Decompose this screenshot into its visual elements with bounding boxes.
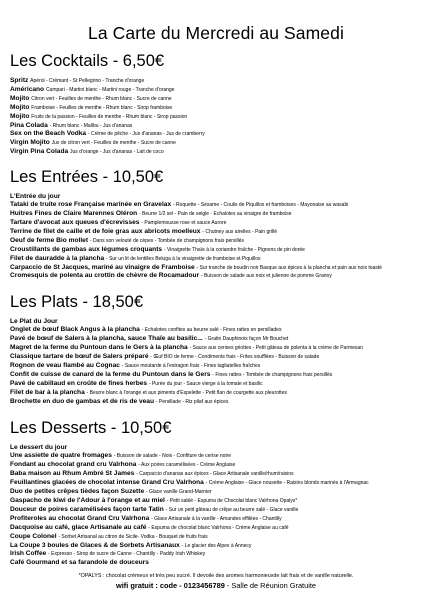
menu-item — [10, 95, 422, 104]
menu-item-description: Campari - Martini blanc - Martini rouge - Tranche d'orange — [45, 86, 175, 93]
menu-item — [10, 122, 422, 131]
menu-item-description: - Sauce aux cerises griottes - Petit gâteau de polenta à la crème de Parmesan — [189, 345, 363, 352]
section-cocktails — [10, 52, 422, 157]
menu-item-description: - Glace Artisanale à la vanille - Amandes effilées - Chantilly — [151, 515, 282, 522]
section-title: Les Cocktails - 6,50€ — [10, 52, 165, 70]
section-plats — [10, 293, 422, 406]
menu-item — [10, 139, 422, 148]
menu-item-name: Brochette en duo de gambas et de ris de veau — [10, 397, 155, 405]
menu-item-name: Rognon de veau flambé au Cognac — [10, 361, 120, 369]
menu-item-name: Café Gourmand et sa farandole de douceurs — [10, 559, 149, 567]
menu-item-description: - Le glacier des Alpes à Annecy — [181, 542, 252, 549]
menu-item-name: Spritz — [10, 77, 29, 84]
menu-item — [10, 335, 422, 344]
meeting-room-info: - Salle de Réunion Gratuite — [224, 581, 317, 591]
menu-item — [10, 398, 422, 407]
menu-item — [10, 77, 422, 86]
menu-item — [10, 533, 422, 542]
menu-item-name: Irish Coffee — [10, 550, 47, 558]
menu-item-description: Apérol - Crémant - St Pellegrino - Tranche d'orange — [30, 78, 145, 84]
menu-item — [10, 326, 422, 335]
menu-item-description: - Sur un petit gâteau de crêpe au beurre salé - Glace vanille — [165, 506, 299, 513]
menu-item-name: Terrine de filet de caille et de foie gras aux abricots moelleux — [10, 227, 201, 235]
section-title: Les Entrées - 10,50€ — [10, 168, 164, 187]
menu-item-name: Douceur de poires caramélisées façon tarte Tatin — [10, 505, 164, 513]
menu-item-name: Croustillants de gambas aux légumes croquants — [10, 245, 163, 253]
menu-item — [10, 524, 422, 533]
menu-item-name: Tataki de truite rose Française marinée en Gravelax — [10, 201, 172, 209]
menu-item — [10, 130, 422, 139]
menu-item — [10, 380, 422, 389]
menu-item-name: La Coupe 3 boules de Glaces & de Sorbets Artisanaux — [10, 541, 180, 549]
menu-item-description: - Sur un lit de lentilles Beluga à la vinaigrette de framboise et Piquillos — [106, 255, 261, 262]
menu-sections — [10, 52, 422, 568]
menu-item-name: Pavé de cabillaud en croûte de fines herbes — [10, 379, 148, 387]
menu-item-name: Pavé de bœuf de Salers à la plancha, sauce Thaïe au basilic... — [10, 335, 203, 343]
menu-item — [10, 104, 422, 113]
menu-item-description: - Roquette - Sésame - Coulis de Piquillos et framboises - Mayonaise au wasabi — [172, 202, 349, 209]
menu-item-name: Classique tartare de bœuf de Salers préparé — [10, 353, 149, 361]
menu-item-description: - Fines rattes - Tombée de champignons frais persillés — [212, 371, 333, 378]
menu-item-name: Filet de dauradde à la plancha — [10, 254, 105, 262]
menu-item — [10, 515, 422, 524]
menu-item — [10, 488, 422, 497]
section-title: Les Plats - 18,50€ — [10, 293, 143, 312]
menu-item-name: Fondant au chocolat grand cru Valrhona — [10, 461, 137, 469]
menu-item — [10, 353, 422, 362]
menu-item-description: - Echalotes confites au beurre salé - Fines rattes en persillades — [141, 327, 282, 334]
menu-item-name: Virgin Mojito — [10, 139, 50, 147]
wifi-code: wifi gratuit : code - 0123456789 — [115, 581, 225, 591]
menu-item — [10, 506, 422, 515]
menu-item — [10, 461, 422, 470]
menu-item-name: Gaspacho de kiwi de l'Adour à l'orange et au miel — [10, 497, 165, 504]
menu-item — [10, 272, 422, 281]
menu-item-name: Mojito — [10, 103, 30, 111]
menu-item — [10, 148, 422, 157]
menu-item — [10, 113, 422, 122]
menu-item-name: Baba maison au Rhum Ambré St James — [10, 470, 135, 478]
page-title: La Carte du Mercredi au Samedi — [88, 23, 344, 43]
menu-item-description: Jus d'orange - Jus d'ananas - Lait de coco — [69, 149, 164, 156]
menu-item-description: Jus de citron vert - Feuilles de menthe - Sucre de canne — [51, 140, 176, 147]
menu-item-name: Virgin Pina Colada — [10, 148, 69, 156]
menu-item — [10, 452, 422, 461]
section-entrees — [10, 168, 422, 281]
menu-item-description: Framboise - Feuilles de menthe - Rhum blanc - Sirop framboise — [31, 104, 173, 111]
menu-item-description: - Buisson de salade - Noix - Confiture de cerise noire — [113, 453, 231, 460]
menu-item — [10, 201, 422, 210]
menu-item-name: Américano — [10, 85, 45, 93]
menu-item — [10, 86, 422, 95]
menu-item-description: - Sur tranche de boudin noir Basque aux épices à la plancha et pain aux noix toasté — [196, 264, 382, 271]
menu-item-name: Dacquoise au café, glace Artisanale au café — [10, 523, 147, 531]
menu-item-description: - Beurre 1/2 sel - Pain de seigle - Echalotes au vinaigre de framboise — [139, 211, 292, 218]
menu-item — [10, 344, 422, 353]
menu-item-name: Pina Colada — [10, 121, 48, 129]
menu-item — [10, 550, 422, 559]
opalys-note: *OPALYS : chocolat crémeux et très peu sucré. Il devoile des aromes harmonieuxde lait frais et de vanille naturelle. — [78, 573, 354, 580]
menu-item — [10, 255, 422, 264]
section-subtitle: L'Entrée du jour — [10, 193, 61, 201]
menu-item-description: - Sorbet Artisanal au citron de Sicile- Vodka - Bouquet de fruits frais — [58, 533, 208, 540]
menu-item-description: - Pamplemousse rose et sauce Aurore — [141, 219, 227, 226]
menu-item-description: - Rhum blanc - Malibu - Jus d'ananas — [49, 122, 133, 129]
menu-item-description: Fruits de la passion - Feuilles de menthe - Rhum blanc - Sirop passion — [31, 113, 188, 120]
menu-item-description: - Petit sablé - Espuma de Chocolat blanc Valrhona Opalys* — [166, 498, 298, 504]
menu-item — [10, 497, 422, 506]
menu-item-description: - Espuma de chocolat blanc Valrhona - Crème Anglaise au café — [148, 524, 289, 531]
menu-item — [10, 237, 422, 246]
menu-item-name: Magret de la ferme du Puntoun dans le Gers à la plancha — [10, 344, 188, 352]
menu-item-description: - Persillade - Riz pilaf aux épices — [155, 398, 229, 405]
section-desserts — [10, 419, 422, 568]
menu-item-description: - Glace vanille Grand-Marnier — [145, 489, 212, 496]
wifi-info — [10, 581, 422, 591]
menu-item — [10, 559, 422, 568]
menu-item-name: Coupe Colonel — [10, 532, 57, 540]
menu-item-name: Sex on the Beach Vodka — [10, 130, 87, 138]
menu-item-description: - Expresso - Sirop de sucre de Canne - Chantilly - Paddy Irish Whiskey — [48, 551, 206, 558]
section-subtitle: Le Plat du Jour — [10, 318, 58, 326]
menu-item-description: Citron vert - Feuilles de menthe - Rhum blanc - Sucre de canne — [31, 95, 172, 102]
menu-item — [10, 542, 422, 551]
menu-item-name: Carpaccio de St Jacques, mariné au vinaigre de Framboise — [10, 263, 195, 271]
menu-item — [10, 246, 422, 255]
menu-item-name: Confit de cuisse de canard de la ferme du Puntoun dans le Gers — [10, 370, 211, 378]
menu-item — [10, 228, 422, 237]
menu-item — [10, 362, 422, 371]
section-subtitle: Le dessert du jour — [10, 444, 68, 452]
menu-item-description: - Aux poires caramélisées - Crème Anglaise — [138, 462, 236, 469]
menu-item — [10, 264, 422, 273]
menu-item-name: Mojito — [10, 112, 30, 120]
menu-item-description: - Œuf BIO de ferme - Condiments frais - Frites soufflées - Buisson de salade — [150, 354, 320, 361]
menu-item — [10, 219, 422, 228]
menu-item-name: Onglet de bœuf Black Angus à la plancha — [10, 326, 140, 334]
menu-item-description: - Purée du jour - Sauce vierge à la tomate et basilic — [148, 380, 263, 387]
menu-item-name: Mojito — [10, 94, 30, 102]
menu-item-description: - Crème Anglaise - Glace nousette - Raisins blonds marinés à l'Armagnac — [205, 480, 369, 487]
menu-item-description: - Gratin Dauphinois façon Mr Bouchet — [204, 336, 289, 343]
menu-item-name: Profiteroles au chocolat Grand Cru Valrhona — [10, 514, 150, 522]
menu-item-description: - Chutney aux airelles - Pain grillé — [202, 228, 278, 235]
menu-item-description: - Sauce moutarde à l'estragon frais - Fines tagliatelles fraîches — [121, 362, 261, 369]
menu-item — [10, 479, 422, 488]
menu-item-description: - Carpaccio d'ananas aux épices - Glace Artisanale vanille/rhum/raisins — [136, 471, 294, 478]
menu-item-name: Tartare d'avocat aux queues d'écrevisses — [10, 218, 140, 226]
menu-item-name: Filet de bar à la plancha — [10, 388, 85, 396]
menu-item — [10, 470, 422, 479]
menu-item-name: Cromesquis de polenta au crottin de chèvre de Rocamadour — [10, 272, 200, 280]
menu-item-name: Duo de petites crêpes tièdes façon Suzette — [10, 488, 145, 496]
menu-item-description: - Crème de pêche - Jus d'ananas - Jus de cramberry — [87, 131, 205, 138]
menu-item-description: - Buisson de salade aux noix et julienne de pomme Granny — [200, 273, 332, 280]
menu-item-description: - Vinaigrette Thaïe à la coriandre fraîche - Pignons de pin dorée — [163, 246, 305, 253]
menu-item-description: - Beurre blanc à l'orange et aux piments d'Espelette - Petit flan de courgette aux pleurottes — [86, 389, 287, 396]
menu-item — [10, 371, 422, 380]
menu-item-name: Une assiette de quatre fromages — [10, 452, 112, 460]
menu-item-description: - Dans son velouté de cèpes - Tombée de champignons frais persillés — [89, 237, 245, 244]
menu-item — [10, 389, 422, 398]
section-title: Les Desserts - 10,50€ — [10, 419, 172, 438]
menu-item-name: Huitres Fines de Claire Marennes Oléron — [10, 210, 138, 218]
menu-item-name: Oeuf de ferme Bio mollet — [10, 236, 89, 244]
menu-item-name: Feuillantines glacées de chocolat intense Grand Cru Valrhona — [10, 479, 204, 487]
menu-item — [10, 210, 422, 219]
